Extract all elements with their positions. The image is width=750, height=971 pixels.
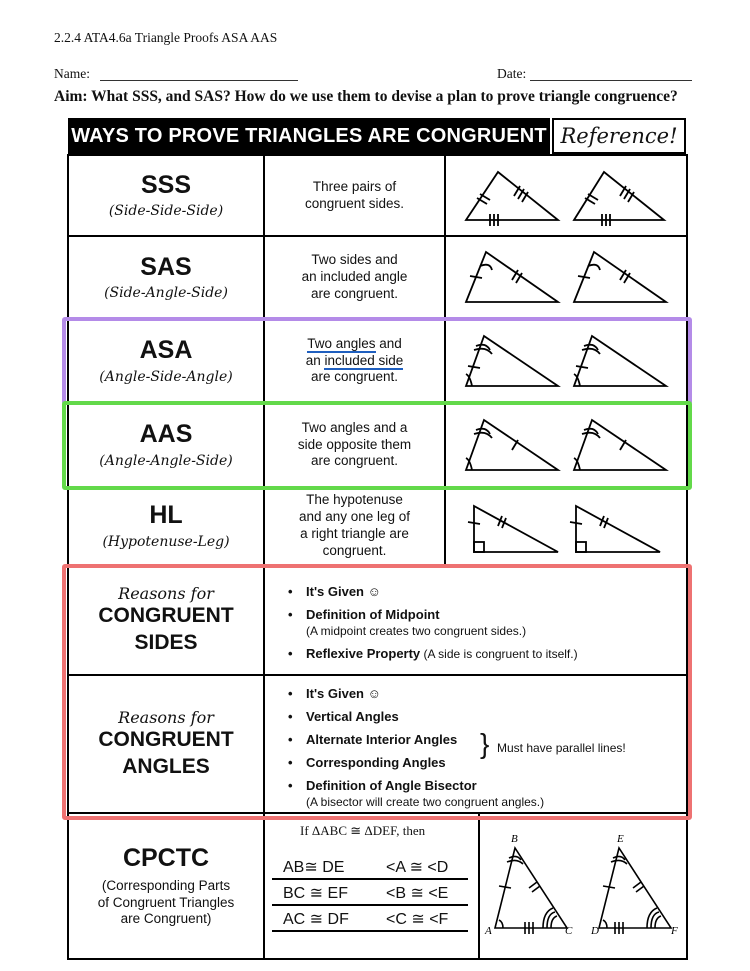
sas-description (265, 237, 444, 318)
cpctc-if-statement: If ΔABC ≅ ΔDEF, then (300, 823, 426, 838)
sss-full: (Side-Side-Side) (108, 203, 224, 220)
reference-tag: Reference! (552, 118, 686, 154)
reflexive-note: (A side is congruent to itself.) (420, 647, 578, 661)
desc-line: congruent sides. (304, 195, 405, 211)
angle-b-e: <B ≅ <E (386, 885, 449, 902)
reasons-angles-script: Reasons for (118, 708, 214, 728)
date-label: Date: (497, 66, 527, 81)
reasons-sides-line1: CONGRUENT (98, 604, 234, 628)
aas-abbr: AAS (139, 420, 193, 449)
hl-name-cell (69, 488, 263, 564)
vertex-label-a: A (485, 925, 492, 937)
date-blank-line (530, 80, 692, 81)
desc-fragment: an (305, 352, 325, 368)
aas-description (265, 404, 444, 486)
reason-given: It's Given ☺ (306, 584, 381, 599)
side-bc-ef: BC ≅ EF (283, 885, 348, 902)
sss-description (265, 156, 444, 235)
sss-triangles-figure (446, 158, 686, 234)
sas-triangles-figure (446, 240, 686, 316)
desc-line: are congruent. (310, 453, 399, 469)
sss-abbr: SSS (140, 170, 192, 199)
vertex-label-c: C (565, 925, 573, 937)
reason-given: It's Given ☺ (306, 686, 381, 701)
reason-bisector: Definition of Angle Bisector (306, 778, 477, 793)
cpctc-name-cell (69, 814, 263, 958)
desc-line: and any one leg of (298, 509, 411, 525)
vertex-label-d: D (591, 925, 599, 937)
parallel-lines-note: Must have parallel lines! (497, 741, 626, 755)
list-item: • Definition of Midpoint (288, 607, 440, 622)
sas-full: (Side-Angle-Side) (104, 285, 228, 302)
reasons-sides-line2: SIDES (134, 630, 198, 654)
list-item: • It's Given ☺ (288, 584, 381, 599)
aas-full: (Angle-Angle-Side) (99, 452, 233, 469)
side-ac-df: AC ≅ DF (283, 911, 349, 928)
desc-line: (Corresponding Parts (101, 878, 231, 894)
angle-a-d: <A ≅ <D (386, 859, 449, 876)
hl-triangles-figure (446, 492, 686, 562)
document-title: 2.2.4 ATA4.6a Triangle Proofs ASA AAS (54, 30, 278, 45)
reasons-angles-line1: CONGRUENT (98, 728, 234, 752)
curly-brace: } (480, 728, 490, 759)
desc-fragment: and (375, 335, 402, 351)
desc-line: Two angles and a (301, 419, 408, 435)
list-item: • Definition of Angle Bisector (288, 778, 477, 793)
desc-line: an included angle (301, 269, 408, 285)
list-item: • Corresponding Angles (288, 755, 446, 770)
desc-line: Two sides and (311, 252, 398, 268)
list-item: • Reflexive Property (A side is congruent to itself.) (288, 646, 578, 661)
desc-line: Three pairs of (312, 178, 397, 194)
aas-triangles-figure (446, 408, 686, 484)
asa-description (265, 320, 444, 402)
bisector-note: (A bisector will create two congruent angles.) (306, 795, 545, 809)
list-item: • Alternate Interior Angles (288, 732, 458, 747)
hl-description (265, 488, 444, 564)
reasons-angles-title-cell (69, 676, 263, 812)
reasons-sides-script: Reasons for (118, 584, 214, 604)
reasons-angles-line2: ANGLES (122, 754, 210, 778)
asa-abbr: ASA (139, 336, 193, 365)
aas-name-cell (69, 404, 263, 486)
name-label: Name: (54, 66, 90, 81)
asa-two-angles-underlined: Two angles (307, 335, 376, 351)
aim-statement: Aim: What SSS, and SAS? How do we use them to devise a plan to prove triangle congruence? (54, 88, 678, 105)
asa-included-side-underlined: included side (324, 352, 404, 368)
vertex-label-f: F (671, 925, 678, 937)
desc-line: a right triangle are (300, 526, 409, 541)
desc-line: are congruent. (310, 369, 399, 385)
list-item: • It's Given ☺ (288, 686, 381, 701)
asa-triangles-figure (446, 324, 686, 400)
reasons-sides-title-cell (69, 566, 263, 674)
hl-abbr: HL (149, 501, 183, 530)
desc-line: congruent. (322, 542, 387, 558)
vertex-label-e: E (617, 833, 624, 845)
reason-reflexive: Reflexive Property (306, 646, 421, 661)
desc-line: are congruent. (310, 285, 399, 301)
table-banner: WAYS TO PROVE TRIANGLES ARE CONGRUENT (68, 118, 550, 154)
cpctc-triangles-figure (481, 830, 686, 955)
side-ab-de: AB≅ DE (283, 859, 345, 876)
list-item: • Vertical Angles (288, 709, 399, 724)
sas-name-cell (69, 237, 263, 318)
reason-corresponding: Corresponding Angles (306, 755, 446, 770)
sas-abbr: SAS (140, 252, 192, 281)
hl-full: (Hypotenuse-Leg) (102, 533, 230, 550)
desc-line: are Congruent) (120, 910, 212, 926)
reason-alternate-interior: Alternate Interior Angles (306, 732, 458, 747)
vertex-label-b: B (511, 833, 518, 845)
asa-full: (Angle-Side-Angle) (99, 368, 233, 385)
reason-vertical: Vertical Angles (306, 709, 399, 724)
desc-line: side opposite them (297, 436, 412, 452)
desc-line: of Congruent Triangles (97, 894, 235, 910)
reason-midpoint: Definition of Midpoint (306, 607, 440, 622)
midpoint-note: (A midpoint creates two congruent sides.) (306, 624, 527, 638)
sss-name-cell (69, 156, 263, 235)
name-blank-line (100, 80, 298, 81)
desc-line: The hypotenuse (306, 492, 403, 508)
cpctc-abbr: CPCTC (122, 843, 210, 872)
angle-c-f: <C ≅ <F (386, 911, 449, 928)
asa-name-cell (69, 320, 263, 402)
reasons-sides-list (288, 584, 578, 669)
